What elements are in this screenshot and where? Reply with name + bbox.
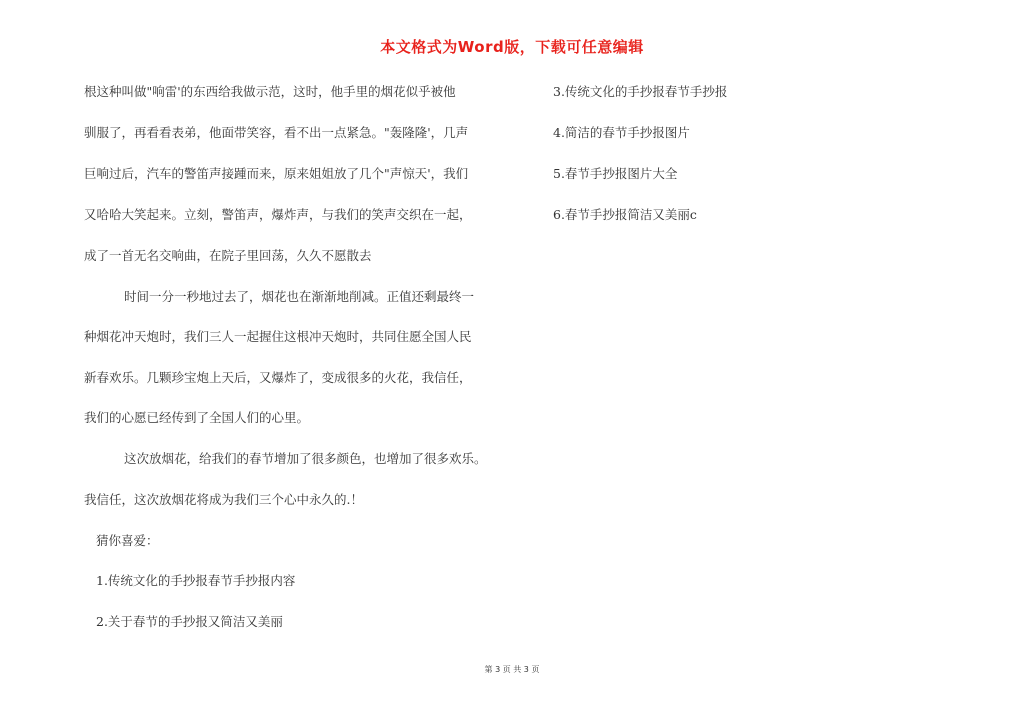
related-link[interactable]: 2.关于春节的手抄报又简洁又美丽 [96, 614, 283, 629]
body-line: 这次放烟花，给我们的春节增加了很多颜色，也增加了很多欢乐。 [124, 451, 487, 466]
body-line: 又哈哈大笑起来。立刻，警笛声，爆炸声，与我们的笑声交织在一起， [84, 207, 472, 222]
body-line: 时间一分一秒地过去了，烟花也在渐渐地削减。正值还剩最终一 [124, 289, 475, 304]
body-line: 驯服了，再看看表弟，他面带笑容，看不出一点紧急。"轰隆隆'，几声 [84, 125, 469, 140]
related-link[interactable]: 5.春节手抄报图片大全 [553, 166, 678, 181]
body-line: 根这种叫做"响雷'的东西给我做示范，这时，他手里的烟花似乎被他 [84, 84, 456, 99]
body-line: 种烟花冲天炮时，我们三人一起握住这根冲天炮时，共同住愿全国人民 [84, 329, 472, 344]
related-link[interactable]: 1.传统文化的手抄报春节手抄报内容 [96, 573, 296, 588]
body-line: 我信任，这次放烟花将成为我们三个心中永久的.！ [84, 492, 363, 507]
related-link[interactable]: 6.春节手抄报简洁又美丽c [553, 207, 697, 222]
related-link[interactable]: 3.传统文化的手抄报春节手抄报 [553, 84, 728, 99]
body-line: 新春欢乐。几颗珍宝炮上天后，又爆炸了，变成很多的火花，我信任， [84, 370, 472, 385]
related-link[interactable]: 4.简洁的春节手抄报图片 [553, 125, 690, 140]
page-number: 第 3 页 共 3 页 [484, 665, 540, 674]
related-heading: 猜你喜爱： [96, 533, 159, 548]
body-line: 我们的心愿已经传到了全国人们的心里。 [84, 410, 310, 425]
word-format-banner: 本文格式为Word版，下载可任意编辑 [380, 38, 644, 56]
body-line: 成了一首无名交响曲，在院子里回荡，久久不愿散去 [84, 248, 372, 263]
body-line: 巨响过后，汽车的警笛声接踵而来，原来姐姐放了几个"声惊天'，我们 [84, 166, 469, 181]
